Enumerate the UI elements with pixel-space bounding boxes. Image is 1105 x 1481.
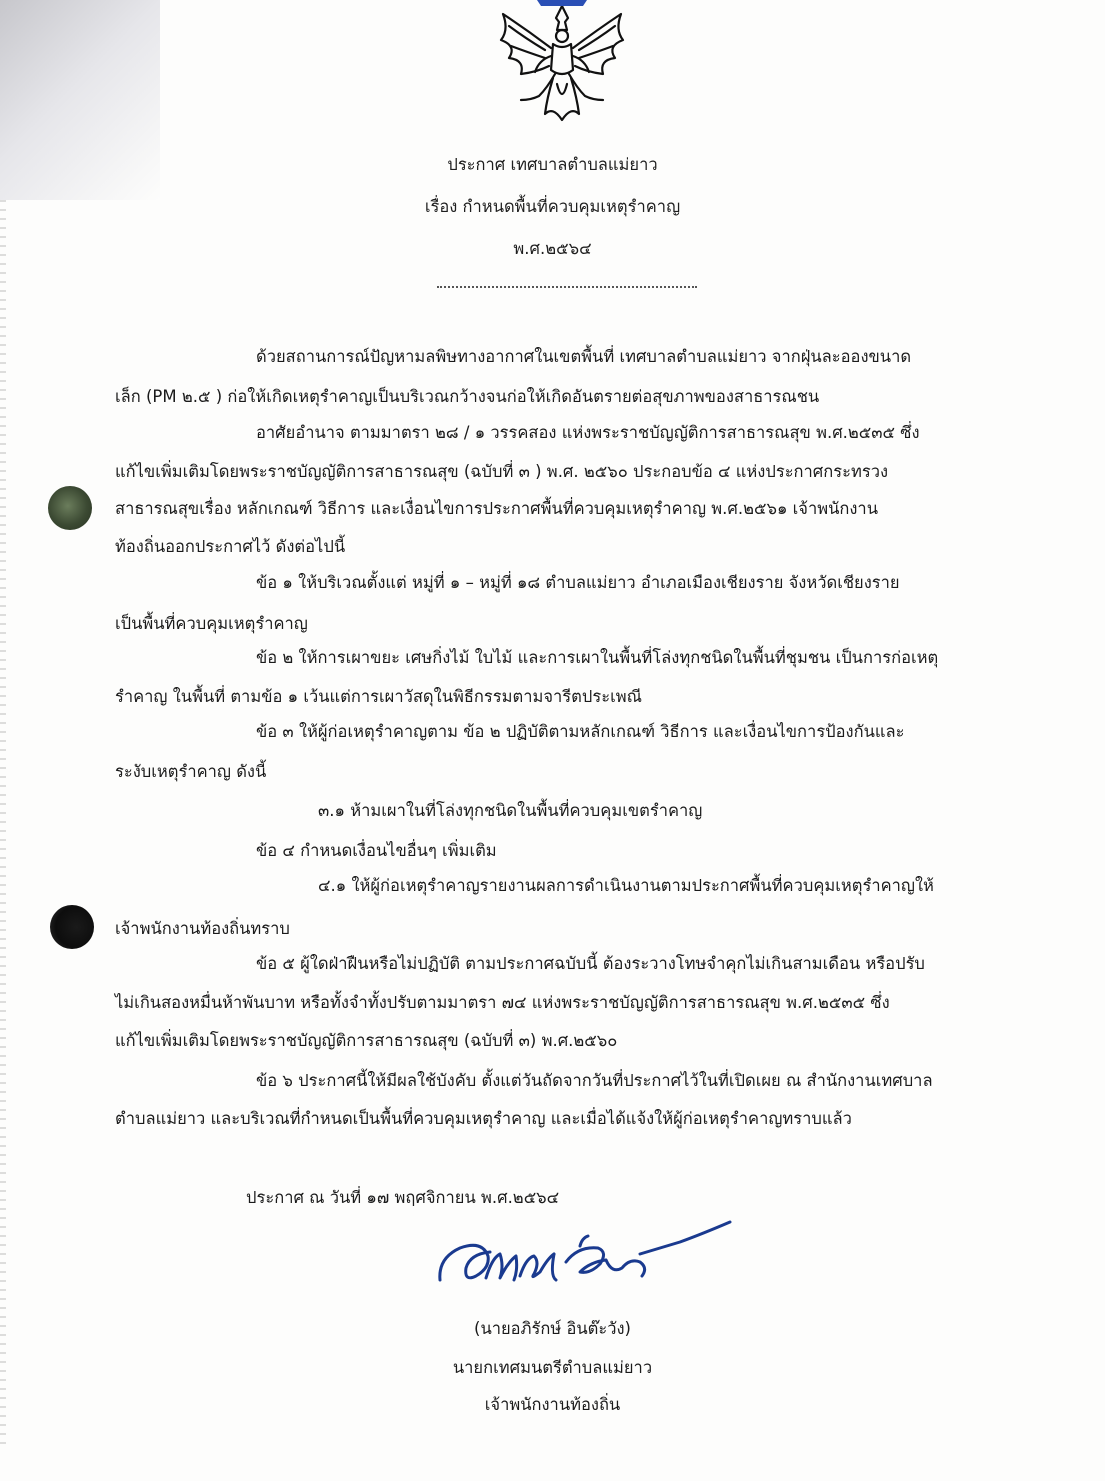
signer-position: นายกเทศมนตรีตำบลแม่ยาว	[452, 1358, 653, 1377]
document-title: ประกาศ เทศบาลตำบลแม่ยาว	[447, 155, 658, 174]
body-line: ด้วยสถานการณ์ปัญหามลพิษทางอากาศในเขตพื้นที่ เทศบาลตำบลแม่ยาว จากฝุ่นละอองขนาด	[256, 347, 912, 366]
body-line: ๓.๑ ห้ามเผาในที่โล่งทุกชนิดในพื้นที่ควบคุมเขตรำคาญ	[318, 801, 703, 820]
body-line: เป็นพื้นที่ควบคุมเหตุรำคาญ	[115, 614, 308, 633]
body-line: ข้อ ๖ ประกาศนี้ให้มีผลใช้บังคับ ตั้งแต่วันถัดจากวันที่ประกาศไว้ในที่เปิดเผย ณ สำนักงานเทศบาล	[256, 1071, 933, 1090]
document-year: พ.ศ.๒๕๖๔	[513, 239, 592, 258]
body-line: ข้อ ๑ ให้บริเวณตั้งแต่ หมู่ที่ ๑ – หมู่ที่ ๑๘ ตำบลแม่ยาว อำเภอเมืองเชียงราย จังหวัดเชียงราย	[256, 573, 900, 592]
body-line: ไม่เกินสองหมื่นห้าพันบาท หรือทั้งจำทั้งปรับตามมาตรา ๗๔ แห่งพระราชบัญญัติการสาธารณสุข พ.ศ.๒๕๓๕ ซึ่ง	[115, 993, 890, 1012]
body-line: ตำบลแม่ยาว และบริเวณที่กำหนดเป็นพื้นที่ควบคุมเหตุรำคาญ และเมื่อได้แจ้งให้ผู้ก่อเหตุรำคาญทราบแล้ว	[115, 1109, 852, 1128]
body-line: อาศัยอำนาจ ตามมาตรา ๒๘ / ๑ วรรคสอง แห่งพระราชบัญญัติการสาธารณสุข พ.ศ.๒๕๓๕ ซึ่ง	[256, 423, 920, 442]
body-line: ข้อ ๔ กำหนดเงื่อนไขอื่นๆ เพิ่มเติม	[256, 841, 497, 860]
dotted-separator	[437, 286, 697, 288]
body-line: ท้องถิ่นออกประกาศไว้ ดังต่อไปนี้	[115, 537, 346, 556]
body-line: แก้ไขเพิ่มเติมโดยพระราชบัญญัติการสาธารณสุข (ฉบับที่ ๓ ) พ.ศ. ๒๕๖๐ ประกอบข้อ ๔ แห่งประกาศกระทรวง	[115, 462, 889, 481]
body-line: แก้ไขเพิ่มเติมโดยพระราชบัญญัติการสาธารณสุข (ฉบับที่ ๓) พ.ศ.๒๕๖๐	[115, 1031, 618, 1050]
body-line: รำคาญ ในพื้นที่ ตามข้อ ๑ เว้นแต่การเผาวัสดุในพิธีกรรมตามจารีตประเพณี	[115, 687, 642, 706]
document-subject: เรื่อง กำหนดพื้นที่ควบคุมเหตุรำคาญ	[424, 197, 681, 216]
garuda-emblem-icon	[487, 0, 637, 125]
punch-hole-bottom	[50, 905, 94, 949]
body-line: ข้อ ๕ ผู้ใดฝ่าฝืนหรือไม่ปฏิบัติ ตามประกาศฉบับนี้ ต้องระวางโทษจำคุกไม่เกินสามเดือน หรือปรับ	[256, 954, 925, 973]
handwritten-signature	[430, 1218, 740, 1308]
body-line: ๔.๑ ให้ผู้ก่อเหตุรำคาญรายงานผลการดำเนินงานตามประกาศพื้นที่ควบคุมเหตุรำคาญให้	[318, 876, 934, 895]
signer-role: เจ้าพนักงานท้องถิ่น	[484, 1395, 621, 1414]
body-line: เล็ก (PM ๒.๕ ) ก่อให้เกิดเหตุรำคาญเป็นบริเวณกว้างจนก่อให้เกิดอันตรายต่อสุขภาพของสาธารณชน	[115, 387, 820, 406]
body-line: ระงับเหตุรำคาญ ดังนี้	[115, 762, 267, 781]
page-edge-marks	[0, 200, 6, 1450]
signer-name: (นายอภิรักษ์ อินต๊ะวัง)	[474, 1319, 631, 1338]
body-line: ข้อ ๓ ให้ผู้ก่อเหตุรำคาญตาม ข้อ ๒ ปฏิบัติตามหลักเกณฑ์ วิธีการ และเงื่อนไขการป้องกันและ	[256, 722, 905, 741]
punch-hole-top	[48, 486, 92, 530]
announcement-date: ประกาศ ณ วันที่ ๑๗ พฤศจิกายน พ.ศ.๒๕๖๔	[246, 1188, 560, 1207]
body-line: ข้อ ๒ ให้การเผาขยะ เศษกิ่งไม้ ใบไม้ และการเผาในพื้นที่โล่งทุกชนิดในพื้นที่ชุมชน เป็นการก่อเหตุ	[256, 648, 939, 667]
body-line: สาธารณสุขเรื่อง หลักเกณฑ์ วิธีการ และเงื่อนไขการประกาศพื้นที่ควบคุมเหตุรำคาญ พ.ศ.๒๕๖๑ เจ้าพนักงาน	[115, 499, 878, 518]
body-line: เจ้าพนักงานท้องถิ่นทราบ	[115, 919, 290, 938]
